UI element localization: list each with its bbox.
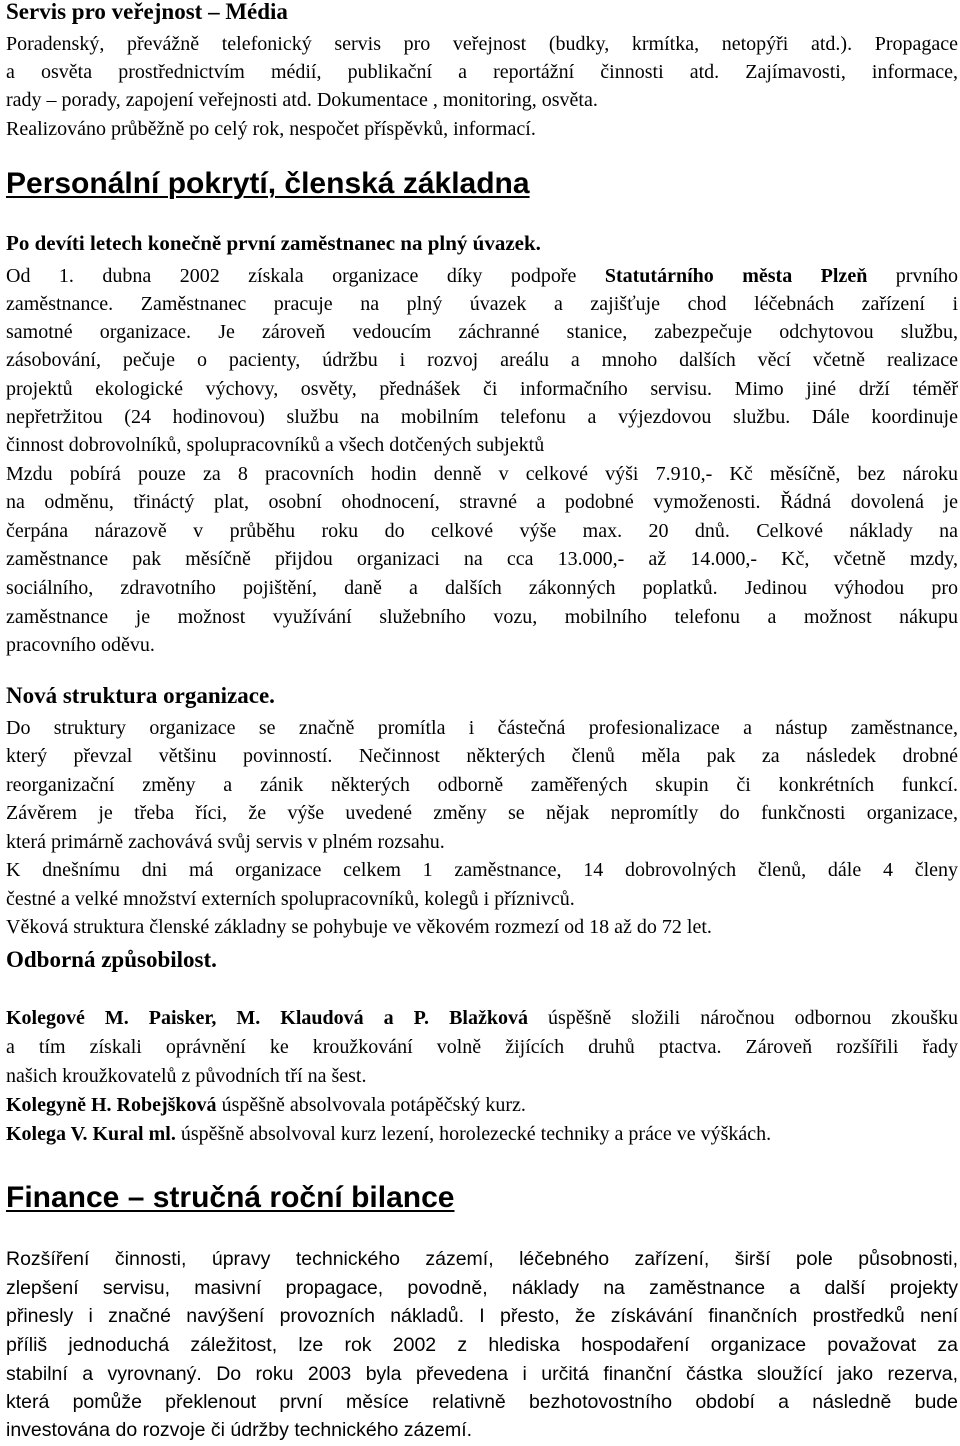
text-line: Realizováno průběžně po celý rok, nespočet příspěvků, informací. bbox=[6, 118, 536, 140]
section-title-structure: Nová struktura organizace. bbox=[6, 683, 275, 708]
text-line: stabilní a vyrovnaný. Do roku 2003 byla převedena i určitá finanční částka sloužící jako rezerva, bbox=[6, 1363, 958, 1385]
text-line bbox=[6, 1091, 958, 1119]
colleague-names: Kolega V. Kural ml. bbox=[6, 1123, 176, 1145]
colleague-names: Kolegové M. Paisker, M. Klaudová a P. Blažková bbox=[6, 1007, 528, 1029]
text-fragment: samotné organizace. bbox=[6, 321, 192, 343]
text-line: nepřetržitou (24 hodinovou) službu na mobilním telefonu a výjezdovou službu. Dále koordinuje bbox=[6, 406, 958, 428]
text-line bbox=[6, 318, 958, 346]
text-line: a tím získali oprávnění ke kroužkování volně žijících druhů ptactva. Zároveň rozšířili řady bbox=[6, 1036, 958, 1058]
text-line bbox=[6, 1120, 958, 1148]
colleague-names: Kolegyně H. Robejšková bbox=[6, 1094, 217, 1116]
text-line: pracovního oděvu. bbox=[6, 634, 155, 656]
section-title-qualification: Odborná způsobilost. bbox=[6, 947, 217, 972]
text-line: investována do rozvoje či údržby technického zázemí. bbox=[6, 1419, 473, 1441]
text-line: Mzdu pobírá pouze za 8 pracovních hodin denně v celkové výši 7.910,- Kč měsíčně, bez nároku bbox=[6, 463, 958, 485]
section-title-personnel: Personální pokrytí, členská základna bbox=[6, 167, 530, 200]
text-line: která primárně zachovává svůj servis v plném rozsahu. bbox=[6, 831, 445, 853]
text-line: rady – porady, zapojení veřejnosti atd. Dokumentace , monitoring, osvěta. bbox=[6, 89, 598, 111]
text-line: projektů ekologické výchovy, osvěty, přednášek či informačního servisu. Mimo jiné drží téměř bbox=[6, 378, 958, 400]
text-line: K dnešnímu dni má organizace celkem 1 zaměstnance, 14 dobrovolných členů, dále 4 členy bbox=[6, 859, 958, 881]
text-fragment: prvního bbox=[867, 265, 959, 287]
text-fragment: Od 1. dubna 2002 získala organizace díky podpoře bbox=[6, 265, 605, 287]
text-line: na odměnu, třináctý plat, osobní ohodnocení, stravné a podobné vymoženosti. Řádná dovolená je bbox=[6, 491, 958, 513]
text-line: činnost dobrovolníků, spolupracovníků a všech dotčených subjektů bbox=[6, 434, 545, 456]
text-line: reorganizační změny a zánik některých odborně zaměřených skupin či konkrétních funkcí. bbox=[6, 774, 958, 796]
text-fragment: úspěšně složili náročnou odbornou zkoušku bbox=[527, 1007, 958, 1029]
text-fragment: Je zároveň vedoucím záchranné stanice, zabezpečuje odchytovou službu, bbox=[191, 321, 958, 343]
text-line: čestné a velké množství externích spolupracovníků, kolegů i příznivců. bbox=[6, 888, 575, 910]
text-line: zlepšení servisu, masivní propagace, povodně, náklady na zaměstnance a další projekty bbox=[6, 1277, 958, 1299]
text-line: příliš jednoduchá záležitost, lze rok 2002 z hlediska hospodaření organizace považovat za bbox=[6, 1334, 958, 1356]
text-line: zásobování, pečuje o pacienty, údržbu i rozvoj areálu a mnoho dalších věcí včetně realizace bbox=[6, 349, 958, 371]
text-line: který převzal většinu povinností. Nečinnost některých členů měla pak za následek drobné bbox=[6, 745, 958, 767]
text-line: sociálního, zdravotního pojištění, daně a dalších zákonných poplatků. Jedinou výhodou pro bbox=[6, 577, 958, 599]
text-line: která pomůže překlenout první měsíce relativně bezhotovostního období a následně bude bbox=[6, 1391, 958, 1413]
text-line: Rozšíření činnosti, úpravy technického zázemí, léčebného zařízení, širší pole působnosti, bbox=[6, 1248, 958, 1270]
text-line: Věková struktura členské základny se pohybuje ve věkovém rozmezí od 18 až do 72 let. bbox=[6, 916, 712, 938]
section-title-finance: Finance – stručná roční bilance bbox=[6, 1181, 455, 1214]
text-line: Závěrem je třeba říci, že výše uvedené změny se nějak nepromítly do funkčnosti organizace, bbox=[6, 802, 958, 824]
text-fragment: úspěšně absolvoval kurz lezení, horolezecké techniky a práce ve výškách. bbox=[175, 1123, 772, 1145]
text-line: zaměstnance. Zaměstnanec pracuje na plný úvazek a zajišťuje chod léčebnách zařízení i bbox=[6, 293, 958, 315]
text-line: našich kroužkovatelů z původních tří na šest. bbox=[6, 1065, 367, 1087]
text-line bbox=[6, 262, 958, 290]
section-subtitle: Po devíti letech konečně první zaměstnanec na plný úvazek. bbox=[6, 231, 541, 255]
text-line: a osvěta prostřednictvím médií, publikační a reportážní činnosti atd. Zajímavosti, informace, bbox=[6, 61, 958, 83]
highlighted-name: Statutárního města Plzeň bbox=[604, 265, 868, 287]
text-line: zaměstnance je možnost využívání služebního vozu, mobilního telefonu a možnost nákupu bbox=[6, 606, 958, 628]
text-line: Do struktury organizace se značně promítla i částečná profesionalizace a nástup zaměstnance, bbox=[6, 717, 958, 739]
text-line: přinesly i značné navýšení provozních nákladů. I přesto, že získávání finančních prostředků není bbox=[6, 1305, 958, 1327]
text-line: zaměstnance pak měsíčně přijdou organizaci na cca 13.000,- až 14.000,- Kč, včetně mzdy, bbox=[6, 548, 958, 570]
section-title-media: Servis pro veřejnost – Média bbox=[6, 0, 288, 24]
text-line: Poradenský, převážně telefonický servis pro veřejnost (budky, krmítka, netopýři atd.). Propagace bbox=[6, 33, 958, 55]
text-line bbox=[6, 1004, 958, 1032]
text-line: čerpána nárazově v průběhu roku do celkové výše max. 20 dnů. Celkové náklady na bbox=[6, 520, 958, 542]
text-fragment: úspěšně absolvovala potápěčský kurz. bbox=[216, 1094, 526, 1116]
